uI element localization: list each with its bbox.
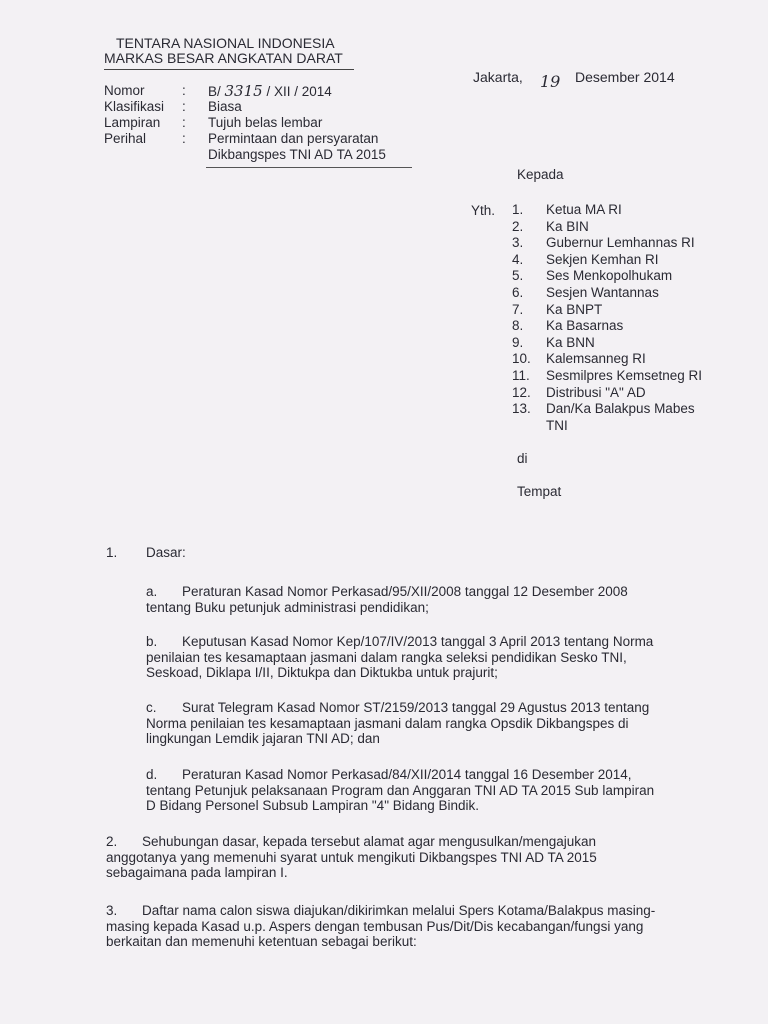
- recipient-label: Dan/Ka Balakpus Mabes: [546, 401, 695, 417]
- meta-row-klasifikasi: [104, 99, 386, 115]
- item-line: Keputusan Kasad Nomor Kep/107/IV/2013 tanggal 3 April 2013 tentang Norma: [182, 634, 654, 649]
- recipient-number: 9.: [512, 334, 524, 350]
- recipient-number: 2.: [512, 218, 524, 234]
- recipient-label: Ka Basarnas: [546, 318, 624, 334]
- recipient-item: [498, 235, 702, 252]
- meta-value: Permintaan dan persyaratan: [208, 131, 379, 146]
- nomor-handwritten: 3315: [224, 82, 263, 100]
- letter-date-day: 19: [540, 72, 561, 91]
- meta-colon: [182, 147, 208, 163]
- item-line: tentang Petunjuk pelaksanaan Program dan Anggaran TNI AD TA 2015 Sub lampiran: [146, 782, 655, 798]
- recipient-item: [498, 401, 702, 418]
- tempat-label: Tempat: [517, 484, 562, 499]
- paragraph-2: [106, 834, 597, 881]
- nomor-prefix: B/: [208, 84, 225, 99]
- paragraph-line: anggotanya yang memenuhi syarat untuk mengikuti Dikbangspes TNI AD TA 2015: [106, 849, 597, 865]
- recipient-item: [498, 302, 702, 319]
- recipient-item: [498, 285, 702, 302]
- item-line: D Bidang Personel Subsub Lampiran "4" Bidang Bindik.: [146, 798, 480, 813]
- item-d: [146, 767, 654, 814]
- meta-label: Klasifikasi: [104, 99, 165, 114]
- paragraph-1-title: Dasar:: [146, 545, 186, 560]
- recipient-label: Distribusi "A" AD: [546, 384, 646, 400]
- item-a: [146, 584, 628, 615]
- item-c: [146, 700, 649, 747]
- item-mark: d.: [146, 767, 158, 782]
- meta-value: [208, 83, 332, 99]
- item-line: lingkungan Lemdik jajaran TNI AD; dan: [146, 731, 380, 746]
- item-line: Seskoad, Diklapa I/II, Diktukpa dan Diktukba untuk prajurit;: [146, 665, 498, 680]
- recipient-item: [498, 252, 702, 269]
- recipient-label: Gubernur Lemhannas RI: [546, 235, 695, 251]
- recipient-item: [498, 202, 702, 219]
- meta-row-nomor: [104, 83, 386, 99]
- recipient-label: Ses Menkopolhukam: [546, 268, 673, 284]
- recipient-number: 11.: [512, 367, 530, 383]
- paragraph-number: 3.: [106, 903, 118, 918]
- recipient-label: Sesmilpres Kemsetneg RI: [546, 367, 703, 383]
- letter-meta-block: [104, 83, 386, 163]
- recipient-label: Sekjen Kemhan RI: [546, 251, 659, 267]
- letterhead-underline: [104, 69, 354, 70]
- paragraph-1-number: 1.: [106, 545, 118, 560]
- recipient-number: 3.: [512, 235, 524, 251]
- item-mark: a.: [146, 584, 158, 599]
- yth-label: Yth.: [471, 203, 496, 218]
- recipient-number: 1.: [512, 202, 524, 217]
- paragraph-line: sebagaimana pada lampiran I.: [106, 865, 288, 880]
- di-label: di: [517, 451, 528, 466]
- perihal-underline: [206, 167, 412, 168]
- recipient-item: [498, 268, 702, 285]
- paragraph-line: Daftar nama calon siswa diajukan/dikirimkan melalui Spers Kotama/Balakpus masing-: [142, 903, 656, 918]
- recipient-number: 5.: [512, 268, 524, 284]
- item-line: penilaian tes kesamaptaan jasmani dalam rangka seleksi pendidikan Sesko TNI,: [146, 649, 627, 665]
- paragraph-line: Sehubungan dasar, kepada tersebut alamat agar mengusulkan/mengajukan: [142, 834, 597, 849]
- meta-colon: :: [182, 99, 186, 114]
- kepada-label: Kepada: [517, 167, 564, 182]
- meta-label: Perihal: [104, 131, 147, 146]
- recipient-item: [498, 318, 702, 335]
- recipient-item: [498, 351, 702, 368]
- recipient-number: 8.: [512, 318, 524, 334]
- letter-date-month-year: Desember 2014: [575, 69, 675, 85]
- meta-colon: :: [182, 83, 186, 98]
- meta-colon: :: [182, 115, 186, 130]
- recipient-label: Ka BIN: [546, 218, 589, 234]
- recipient-item: [498, 219, 702, 236]
- letter-city: Jakarta,: [473, 69, 523, 85]
- recipient-number: 10.: [512, 351, 531, 367]
- paragraph-line: masing kepada Kasad u.p. Aspers dengan tembusan Pus/Dit/Dis kecabangan/fungsi yang: [106, 918, 644, 934]
- item-mark: c.: [146, 700, 157, 715]
- item-line: Peraturan Kasad Nomor Perkasad/95/XII/2008 tanggal 12 Desember 2008: [182, 584, 628, 599]
- recipient-number: 12.: [512, 384, 531, 400]
- recipient-number: 6.: [512, 284, 524, 300]
- recipient-label: Sesjen Wantannas: [546, 284, 659, 300]
- recipient-item: [498, 335, 702, 352]
- meta-colon: :: [182, 131, 186, 146]
- org-name-line2: MARKAS BESAR ANGKATAN DARAT: [104, 50, 343, 66]
- meta-row-lampiran: [104, 115, 386, 131]
- recipient-number: 13.: [512, 401, 531, 417]
- recipient-item: [498, 385, 702, 402]
- nomor-suffix: / XII / 2014: [262, 84, 332, 99]
- recipient-number: 7.: [512, 301, 524, 317]
- meta-label: Nomor: [104, 83, 145, 98]
- meta-label: [104, 147, 182, 163]
- meta-value: Biasa: [208, 99, 242, 114]
- meta-value: Tujuh belas lembar: [208, 115, 323, 130]
- paragraph-line: berkaitan dan memenuhi ketentuan sebagai berikut:: [106, 934, 417, 949]
- recipient-label: TNI: [546, 417, 568, 433]
- item-b: [146, 634, 653, 681]
- paragraph-number: 2.: [106, 834, 118, 849]
- meta-value: Dikbangspes TNI AD TA 2015: [208, 147, 386, 162]
- item-line: Surat Telegram Kasad Nomor ST/2159/2013 tanggal 29 Agustus 2013 tentang: [182, 700, 650, 715]
- recipient-label: Ketua MA RI: [546, 202, 622, 217]
- item-mark: b.: [146, 634, 158, 649]
- org-name-line1: TENTARA NASIONAL INDONESIA: [116, 35, 335, 51]
- recipient-label: Ka BNN: [546, 334, 595, 350]
- meta-row-perihal: [104, 131, 386, 147]
- recipient-list: [498, 202, 702, 434]
- recipient-label: Ka BNPT: [546, 301, 603, 317]
- item-line: Peraturan Kasad Nomor Perkasad/84/XII/2014 tanggal 16 Desember 2014,: [182, 767, 632, 782]
- item-line: tentang Buku petunjuk administrasi pendidikan;: [146, 599, 429, 615]
- recipient-item: [498, 418, 702, 435]
- recipient-item: [498, 368, 702, 385]
- recipient-label: Kalemsanneg RI: [546, 351, 646, 367]
- recipient-number: 4.: [512, 251, 524, 267]
- paragraph-3: [106, 903, 655, 950]
- meta-label: Lampiran: [104, 115, 161, 130]
- meta-row-perihal-cont: [104, 147, 386, 163]
- item-line: Norma penilaian tes kesamaptaan jasmani dalam rangka Opsdik Dikbangspes di: [146, 715, 629, 731]
